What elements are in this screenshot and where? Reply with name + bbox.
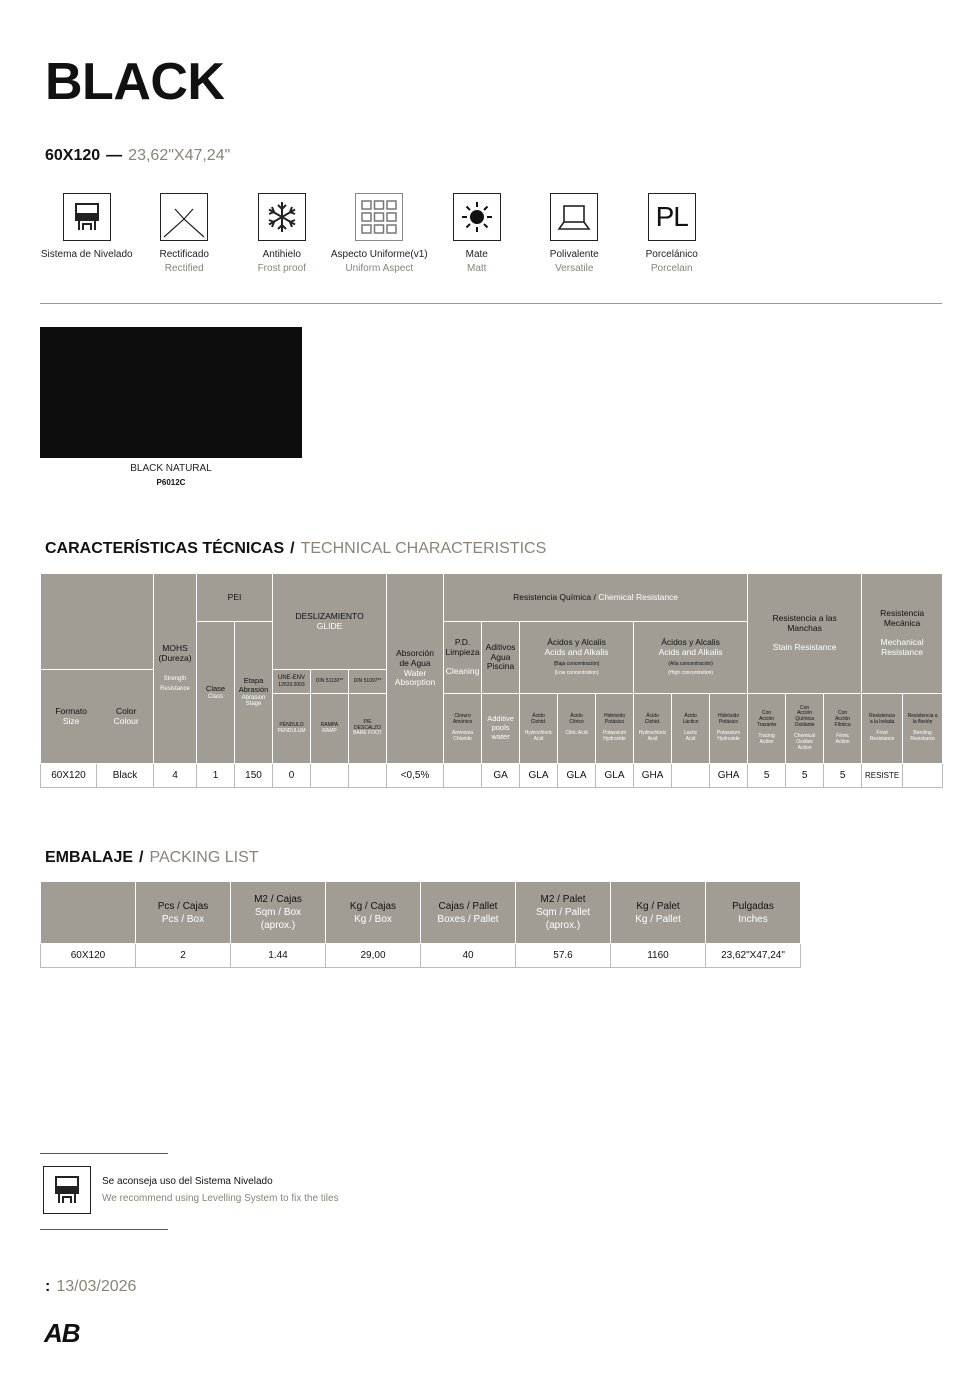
feature-porcelain — [623, 193, 721, 274]
tech-header-acids-high: Ácidos y Alcalis Acids and Alkalis (Alta concentración) (High concentration) — [634, 622, 748, 694]
tech-header-citric: Ácido Cítrico Citric Acid — [558, 694, 596, 764]
porcelain-pl-icon — [648, 193, 696, 241]
product-title: BLACK — [45, 53, 225, 111]
note-divider-bottom — [40, 1229, 168, 1230]
tech-cell-hcl-high: GHA — [634, 764, 672, 788]
tech-header-hcl-low: Ácido Clohid. Hydrochloric Acid — [520, 694, 558, 764]
tech-header-mechanical: Resistencia Mecánica Mechanical Resistance — [862, 574, 943, 694]
feature-label: Antihielo — [262, 249, 301, 260]
feature-sub: Frost proof — [257, 263, 306, 274]
tech-cell-format: 60X120 — [41, 764, 97, 788]
note-text-es: Se aconseja uso del Sistema Nivelado — [102, 1176, 273, 1187]
feature-levelling — [38, 193, 136, 274]
packing-header-inches: Pulgadas Inches — [706, 882, 801, 944]
tech-header-additive: Additive pools water — [482, 694, 520, 764]
feature-rectified — [136, 193, 234, 274]
divider — [40, 303, 942, 304]
tech-header-din51097: DIN 51097** — [349, 670, 387, 694]
tech-header-koh-high: Hidróxido Potásico Potassium Hydroxide — [710, 694, 748, 764]
feature-sub: Versatile — [555, 263, 594, 274]
sun-icon — [453, 193, 501, 241]
tech-cell-class: 1 — [197, 764, 235, 788]
tech-header-pool: Aditivos Agua Piscina — [482, 622, 520, 694]
tech-header-tracing: Con Acción Trazante Tracing Action — [748, 694, 786, 764]
packing-header-kg-box: Kg / Cajas Kg / Box — [326, 882, 421, 944]
tech-header-filmic: Con Acción Fílmica Filmic Action — [824, 694, 862, 764]
packing-header-kg-pallet: Kg / Palet Kg / Pallet — [611, 882, 706, 944]
feature-label: Porcelánico — [645, 249, 698, 260]
size-imperial: 23,62"X47,24" — [128, 147, 231, 164]
tech-header-din51130: DIN 51130** — [311, 670, 349, 694]
tech-header-blank — [41, 574, 154, 670]
size-line — [45, 147, 230, 165]
tech-header-hcl-high: Ácido Clohid. Hydrochloric Acid — [634, 694, 672, 764]
tech-cell-pool: GA — [482, 764, 520, 788]
tech-header-koh-low: Hidróxido Potásico Potassium Hydroxide — [596, 694, 634, 764]
size-dash: — — [106, 147, 123, 164]
tech-header-une: UNE-ENV 12633:2003 — [273, 670, 311, 694]
note-text-en: We recommend using Levelling System to fix the tiles — [102, 1193, 339, 1204]
swatch-code: P6012C — [156, 478, 186, 487]
packing-cell-kg-pallet: 1160 — [611, 944, 706, 968]
tech-header-lactic: Ácido Láctico Lactic Acid — [672, 694, 710, 764]
levelling-system-icon — [63, 193, 111, 241]
size-metric: 60X120 — [45, 147, 101, 164]
tech-title-slash: / — [290, 540, 295, 557]
tech-cell-hcl-low: GLA — [520, 764, 558, 788]
tech-cell-koh-high: GHA — [710, 764, 748, 788]
tech-cell-pendulum: 0 — [273, 764, 311, 788]
tech-header-stage: Etapa Abrasión Abrasion Stage — [235, 622, 273, 764]
feature-label: Polivalente — [549, 249, 599, 260]
packing-cell-kg-box: 29,00 — [326, 944, 421, 968]
packing-cell-format: 60X120 — [41, 944, 136, 968]
feature-sub: Uniform Aspect — [345, 263, 414, 274]
tech-header-oxidize: Con Acción Química Oxidante Chemical Oxidize Action — [786, 694, 824, 764]
packing-cell-pcs: 2 — [136, 944, 231, 968]
tech-cell-oxidize: 5 — [786, 764, 824, 788]
packing-cell-boxes-pallet: 40 — [421, 944, 516, 968]
feature-versatile — [526, 193, 624, 274]
packing-header-sqm-pallet: M2 / Palet Sqm / Pallet (aprox.) — [516, 882, 611, 944]
tech-cell-barefoot — [349, 764, 387, 788]
tech-title-es: CARACTERÍSTICAS TÉCNICAS — [45, 540, 285, 557]
feature-sub: Rectified — [164, 263, 204, 274]
packing-table — [40, 881, 801, 968]
feature-sub: Porcelain — [650, 263, 693, 274]
tech-cell-frost: RESISTE — [862, 764, 903, 788]
porcelain-pl-glyph: PL — [655, 201, 688, 232]
laptop-icon — [550, 193, 598, 241]
tech-title-en: TECHNICAL CHARACTERISTICS — [300, 540, 547, 557]
tech-cell-colour: Black — [97, 764, 154, 788]
feature-uniform-aspect — [331, 193, 429, 274]
color-swatch — [40, 327, 302, 458]
tech-header-pei: PEI — [197, 574, 273, 622]
packing-title-slash: / — [139, 849, 144, 866]
note-divider-top — [40, 1153, 168, 1154]
packing-header-blank — [41, 882, 136, 944]
levelling-system-icon — [43, 1166, 91, 1214]
tech-cell-stage: 150 — [235, 764, 273, 788]
tech-header-acids-low: Ácidos y Alcalis Acids and Alkalis (Baja concentración) (Low concentration) — [520, 622, 634, 694]
feature-label: Rectificado — [159, 249, 209, 260]
tech-header-absorption: Absorción de Agua Water Absorption — [387, 574, 444, 764]
tech-header-class: Clase Class — [197, 622, 235, 764]
feature-icons — [38, 193, 721, 274]
packing-header-boxes-pallet: Cajas / Pallet Boxes / Pallet — [421, 882, 516, 944]
tech-header-mohs: MOHS (Dureza) Strength Resistance — [154, 574, 197, 764]
packing-cell-inches: 23,62"X47,24" — [706, 944, 801, 968]
tech-header-ramp: RAMPA RAMP — [311, 694, 349, 764]
tech-header-stain: Resistencia a las Manchas Stain Resistance — [748, 574, 862, 694]
feature-label: Sistema de Nivelado — [40, 249, 133, 260]
date-colon: : — [45, 1278, 51, 1295]
tech-header-cleaning: P.D. Limpieza Cleaning — [444, 622, 482, 694]
tech-header-bending: Resistencia a la flexión Bending Resistance — [903, 694, 943, 764]
technical-table — [40, 573, 943, 788]
date-value: 13/03/2026 — [56, 1278, 137, 1295]
tech-section-title — [45, 540, 546, 558]
tech-cell-koh-low: GLA — [596, 764, 634, 788]
tech-cell-filmic: 5 — [824, 764, 862, 788]
tech-header-glide: DESLIZAMIENTO GLIDE — [273, 574, 387, 670]
tech-header-format-colour: Formato Size Color Colour — [41, 670, 154, 764]
feature-label: Mate — [465, 249, 488, 260]
table-row — [41, 944, 801, 968]
tech-cell-bending — [903, 764, 943, 788]
feature-label: Aspecto Uniforme(v1) — [330, 249, 428, 260]
feature-sub: Matt — [467, 263, 487, 274]
rectified-icon — [160, 193, 208, 241]
packing-cell-sqm-pallet: 57.6 — [516, 944, 611, 968]
tech-cell-mohs: 4 — [154, 764, 197, 788]
tech-cell-ramp — [311, 764, 349, 788]
feature-matt — [428, 193, 526, 274]
table-row — [41, 764, 943, 788]
tech-cell-tracing: 5 — [748, 764, 786, 788]
packing-title-es: EMBALAJE — [45, 849, 134, 866]
packing-cell-sqm-box: 1.44 — [231, 944, 326, 968]
packing-header-pcs: Pcs / Cajas Pcs / Box — [136, 882, 231, 944]
date-line — [45, 1278, 136, 1296]
tech-cell-cleaning — [444, 764, 482, 788]
uniform-grid-icon — [355, 193, 403, 241]
tech-header-ammonia: Cloruro Amónico Ammonia Chloride — [444, 694, 482, 764]
tech-cell-lactic — [672, 764, 710, 788]
packing-section-title — [45, 849, 259, 867]
tech-header-frost: Resistencia a la helada Frost Resistance — [862, 694, 903, 764]
tech-header-chemical: Resistencia Química / Chemical Resistance — [444, 574, 748, 622]
tech-header-pendulum: PÉNDULO PENDULUM — [273, 694, 311, 764]
swatch-name: BLACK NATURAL — [130, 463, 212, 474]
tech-header-barefoot: PIE DESCALZO BARE FOOT — [349, 694, 387, 764]
packing-header-sqm-box: M2 / Cajas Sqm / Box (aprox.) — [231, 882, 326, 944]
tech-cell-citric: GLA — [558, 764, 596, 788]
brand-logo: AB — [44, 1318, 80, 1348]
feature-frost-proof — [233, 193, 331, 274]
packing-title-en: PACKING LIST — [149, 849, 259, 866]
tech-cell-absorption: <0,5% — [387, 764, 444, 788]
snowflake-icon — [258, 193, 306, 241]
